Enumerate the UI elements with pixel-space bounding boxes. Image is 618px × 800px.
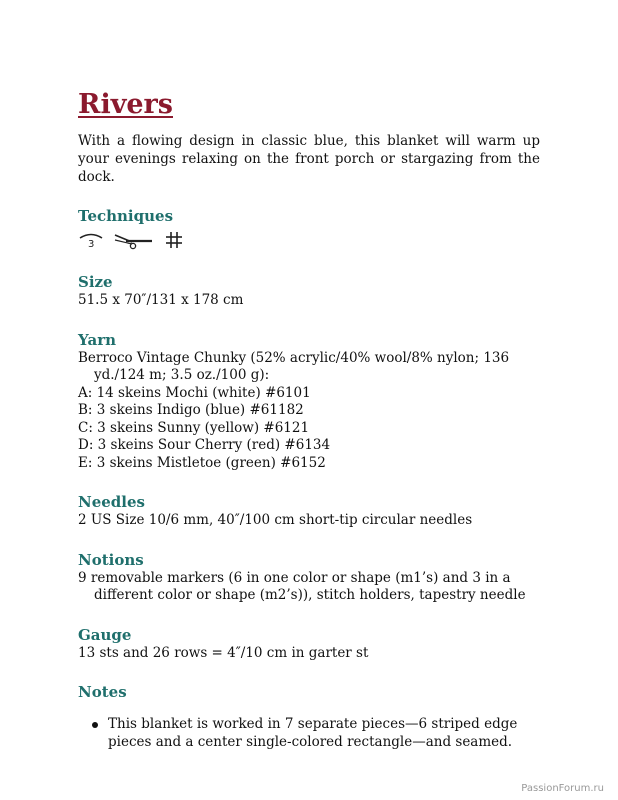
bullet-icon [92, 722, 98, 728]
techniques-section [78, 206, 540, 252]
needles-text: 2 US Size 10/6 mm, 40″/100 cm short-tip circular needles [78, 512, 473, 528]
gauge-heading: Gauge [78, 625, 132, 644]
techniques-heading: Techniques [78, 207, 174, 225]
notes-list [78, 716, 540, 751]
gauge-text: 13 sts and 26 rows = 4″/10 cm in garter st [78, 644, 369, 661]
watermark: PassionForum.ru [521, 783, 604, 794]
yarn-color-c: C: 3 skeins Sunny (yellow) #6121 [78, 419, 310, 436]
needles-section [78, 492, 540, 530]
yarn-color-d: D: 3 skeins Sour Cherry (red) #6134 [78, 437, 331, 453]
techniques-icons [78, 228, 540, 252]
gauge-section [78, 625, 540, 663]
notes-heading: Notes [78, 683, 127, 701]
notions-text: 9 removable markers (6 in one color or shape (m1’s) and 3 in a different color or shape (m2’s)), stitch holders, tapestry needle [78, 569, 526, 603]
page-title: Rivers [78, 89, 173, 120]
yarn-heading: Yarn [78, 330, 117, 349]
yarn-color-b: B: 3 skeins Indigo (blue) #61182 [78, 402, 304, 418]
size-text: 51.5 x 70″/131 x 178 cm [78, 292, 244, 308]
yarn-color-a: A: 14 skeins Mochi (white) #6101 [78, 384, 311, 401]
list-item [78, 716, 540, 751]
size-heading: Size [78, 273, 113, 291]
yarn-color-e: E: 3 skeins Mistletoe (green) #6152 [78, 454, 326, 471]
notions-heading: Notions [78, 550, 144, 569]
notions-section [78, 550, 540, 605]
size-section [78, 272, 540, 310]
yarn-section [78, 330, 540, 473]
intro-paragraph: With a flowing design in classic blue, this blanket will warm up your evenings relaxing on the front porch or stargazing from the dock. [78, 133, 540, 185]
svg-text:3: 3 [88, 239, 95, 250]
yarn-intro: Berroco Vintage Chunky (52% acrylic/40% wool/8% nylon; 136 yd./124 m; 3.5 oz./100 g): [78, 349, 510, 383]
three-needle-bindoff-icon [78, 230, 104, 250]
note-text: This blanket is worked in 7 separate pieces—6 striped edge pieces and a center single-colored rectangle—and seamed. [108, 716, 518, 750]
pattern-page [78, 88, 540, 751]
needles-heading: Needles [78, 493, 145, 511]
grid-chart-icon [164, 230, 184, 250]
notes-section [78, 682, 540, 751]
cable-cast-on-icon [112, 229, 156, 251]
